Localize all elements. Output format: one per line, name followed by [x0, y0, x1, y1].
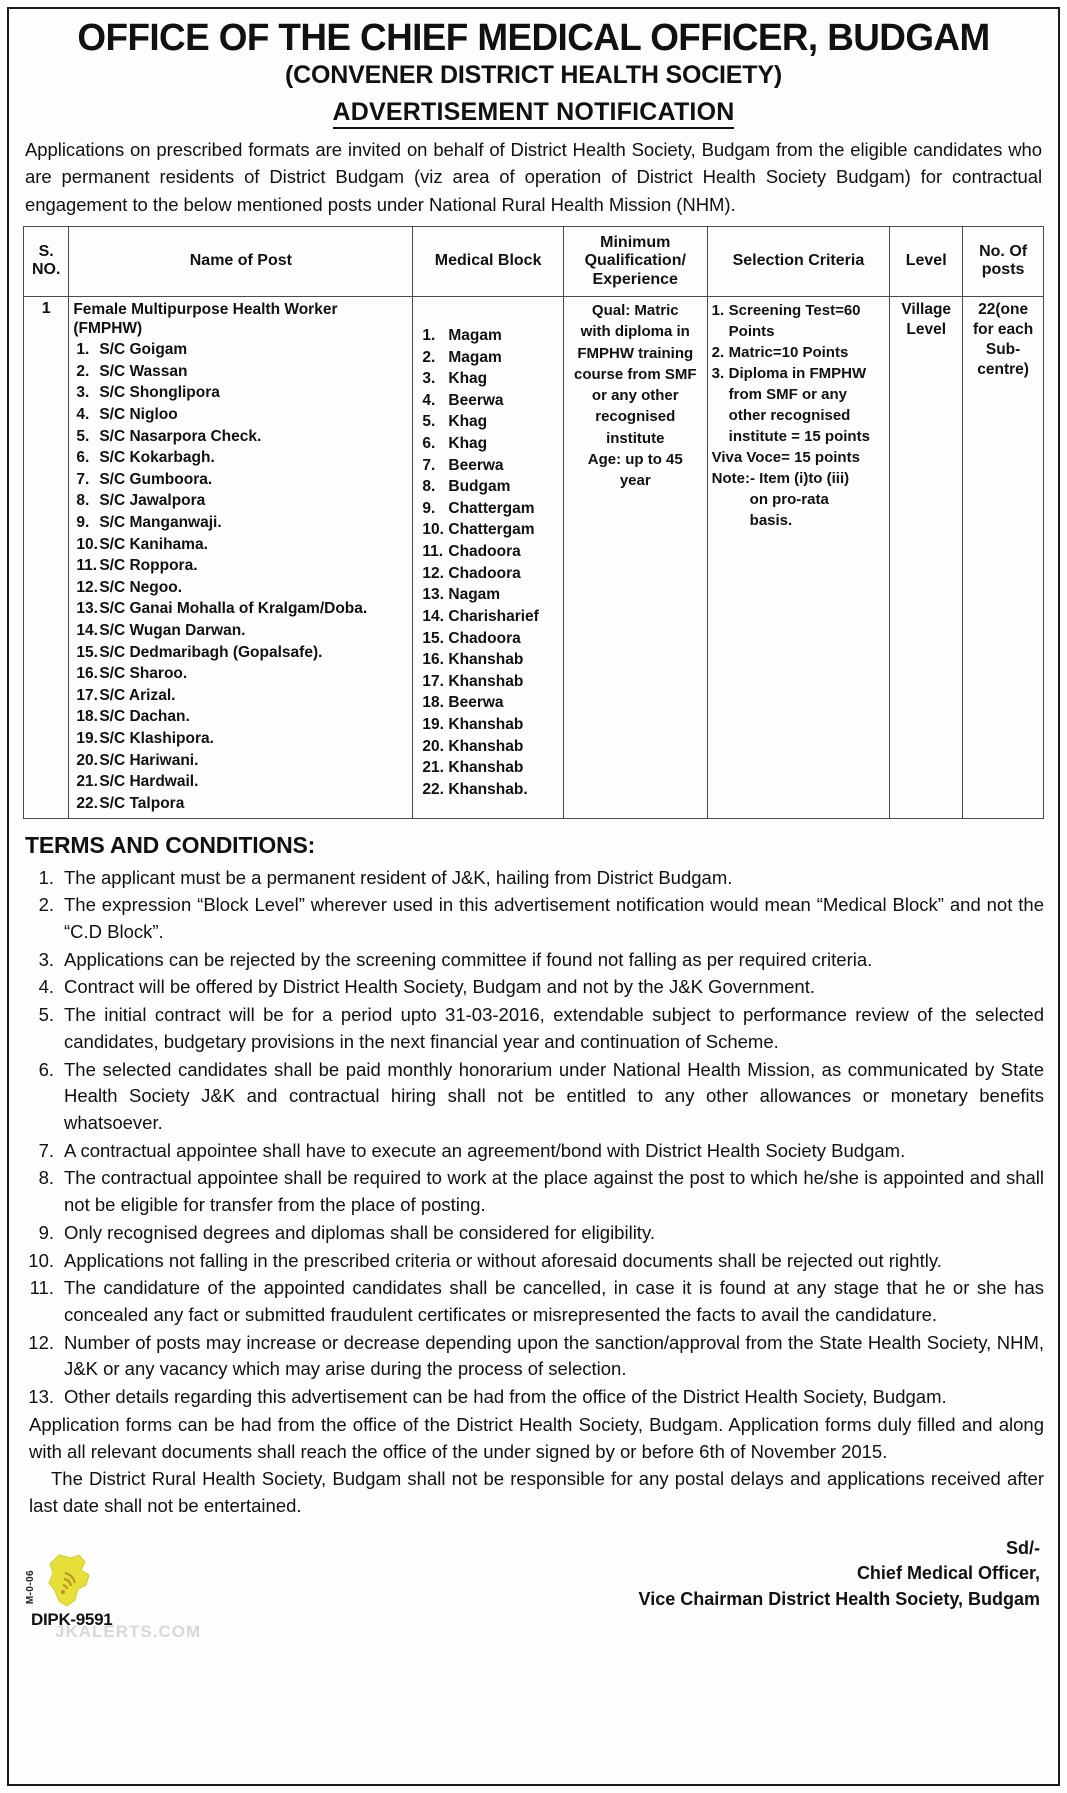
posts-table: [23, 226, 1044, 819]
list-item-number: 6.: [76, 449, 90, 467]
col-header-qual-l3: Experience: [592, 270, 678, 288]
list-item-label: Khanshab: [448, 672, 524, 690]
list-item: [73, 598, 408, 620]
list-item-number: 17.: [422, 672, 444, 690]
list-item-number: 8.: [76, 492, 90, 510]
qualification-line: or any other: [591, 387, 679, 405]
list-item: [73, 512, 408, 534]
terms-item-number: 2.: [38, 894, 54, 916]
list-item-number: 3.: [711, 364, 725, 382]
qualification-line: year: [619, 472, 651, 490]
list-item-label: Khanshab: [448, 759, 524, 777]
list-item-number: 16.: [76, 665, 98, 683]
terms-item-text: The initial contract will be for a period upto 31-03-2016, extendable subject to performance review of the selected candidates, budgetary provisions in the next financial year and continuation of Scheme.: [64, 1004, 1044, 1052]
list-item: [417, 411, 558, 433]
cell-serial: 1: [24, 296, 69, 818]
list-item-number: 6.: [422, 435, 436, 453]
list-item: [417, 628, 558, 650]
terms-item-number: 13.: [28, 1386, 54, 1408]
post-subcentre-list: [73, 339, 408, 814]
qualification-line: institute: [606, 429, 665, 447]
list-item-label: S/C Arizal.: [99, 686, 176, 704]
list-item-number: 20.: [76, 751, 98, 769]
list-item-label: S/C Klashipora.: [99, 730, 214, 748]
post-title: Female Multipurpose Health Worker (FMPHW): [73, 300, 338, 338]
list-item-label: S/C Hardwail.: [99, 773, 199, 791]
list-item: [417, 368, 558, 390]
list-item-label: Screening Test=60 Points: [728, 301, 861, 340]
dipk-code: DIPK-9591: [31, 1609, 113, 1629]
terms-item-text: A contractual appointee shall have to execute an agreement/bond with District Health Society Budgam.: [64, 1139, 906, 1161]
qualification-line: Qual: Matric: [591, 301, 679, 319]
office-subtitle: (CONVENER DISTRICT HEALTH SOCIETY): [285, 60, 782, 89]
notification-title: [23, 98, 1044, 127]
list-item: [73, 534, 408, 556]
list-item-label: Charisharief: [448, 607, 539, 625]
list-item-number: 21.: [422, 759, 444, 777]
list-item: [712, 363, 886, 447]
col-header-posts: [963, 226, 1044, 296]
list-item-number: 14.: [422, 607, 444, 625]
list-item-label: S/C Manganwaji.: [99, 513, 222, 531]
list-item: [73, 426, 408, 448]
terms-item-number: 4.: [38, 976, 54, 998]
list-item-label: Khanshab.: [448, 780, 528, 798]
list-item-label: S/C Nigloo: [99, 405, 178, 423]
list-item-label: S/C Wugan Darwan.: [99, 622, 246, 640]
cell-no-of-posts: 22(one for each Sub-centre): [963, 296, 1044, 818]
list-item-label: Chadoora: [448, 564, 521, 582]
list-item: [417, 325, 558, 347]
terms-item: [23, 974, 1044, 1001]
list-item-number: 10.: [76, 535, 98, 553]
list-item-number: 5.: [76, 427, 90, 445]
list-item-label: S/C Dedmaribagh (Gopalsafe).: [99, 643, 323, 661]
col-header-posts-l2: posts: [981, 261, 1025, 279]
terms-item-text: The applicant must be a permanent resident of J&K, hailing from District Budgam.: [64, 866, 733, 888]
list-item: [417, 736, 558, 758]
list-item: [73, 555, 408, 577]
list-item-number: 18.: [422, 694, 444, 712]
list-item: [73, 793, 408, 815]
list-item-label: Magam: [448, 326, 502, 344]
list-item-number: 11.: [76, 557, 98, 575]
list-item: [417, 671, 558, 693]
list-item-label: S/C Nasarpora Check.: [99, 427, 262, 445]
list-item-number: 3.: [422, 370, 436, 388]
list-item-label: S/C Negoo.: [99, 578, 183, 596]
terms-item-text: Number of posts may increase or decrease depending upon the sanction/approval from the State Health Society, NHM, J&K or any vacancy which may arise during the process of selection.: [64, 1331, 1044, 1380]
col-header-selection: Selection Criteria: [707, 226, 890, 296]
terms-item-text: Other details regarding this advertisement can be had from the office of the District Health Society, Budgam.: [64, 1386, 947, 1408]
terms-item: [23, 1275, 1044, 1328]
cell-medical-block: [413, 296, 563, 818]
list-item: [73, 447, 408, 469]
col-header-posts-l1: No. Of: [979, 243, 1028, 260]
list-item-label: Khag: [448, 413, 488, 431]
list-item: [712, 300, 886, 342]
list-item: [73, 685, 408, 707]
list-item-label: S/C Shonglipora: [99, 384, 220, 402]
list-item-number: 19.: [422, 715, 444, 733]
medical-block-list: [417, 300, 558, 800]
list-item: [417, 433, 558, 455]
terms-item: [23, 1002, 1044, 1055]
watermark: JKALERTS.COM: [55, 1621, 202, 1641]
list-item-number: 1.: [76, 341, 90, 359]
terms-item: [23, 1165, 1044, 1218]
col-header-post: Name of Post: [69, 226, 413, 296]
list-item-label: Chattergam: [448, 499, 535, 517]
jk-map-logo-icon: [45, 1553, 97, 1609]
list-item-label: S/C Ganai Mohalla of Kralgam/Doba.: [99, 600, 368, 618]
list-item-label: Budgam: [448, 478, 511, 496]
list-item: [73, 339, 408, 361]
selection-extra: [712, 447, 886, 531]
list-item: [417, 584, 558, 606]
list-item-label: S/C Jawalpora: [99, 492, 206, 510]
list-item-number: 8.: [422, 478, 436, 496]
terms-item-number: 7.: [38, 1139, 54, 1161]
list-item: [417, 347, 558, 369]
list-item: [417, 390, 558, 412]
list-item-label: Beerwa: [448, 694, 504, 712]
terms-item: [23, 1057, 1044, 1137]
terms-item-number: 10.: [28, 1249, 54, 1271]
list-item-number: 15.: [422, 629, 444, 647]
qualification-line: Age: up to 45: [587, 451, 683, 469]
list-item-number: 14.: [76, 622, 98, 640]
list-item-label: S/C Roppora.: [99, 557, 198, 575]
list-item-label: Khanshab: [448, 715, 524, 733]
list-item: [73, 490, 408, 512]
list-item: [417, 692, 558, 714]
qualification-lines: [568, 300, 703, 492]
list-item-number: 11.: [422, 543, 444, 561]
list-item: [73, 642, 408, 664]
list-item-number: 2.: [422, 348, 436, 366]
list-item-number: 22.: [76, 794, 98, 812]
col-header-qualification: [563, 226, 707, 296]
list-item-number: 1.: [422, 326, 436, 344]
terms-item: [23, 892, 1044, 945]
list-item-label: S/C Kanihama.: [99, 535, 208, 553]
col-header-qual-l2: Qualification/: [584, 252, 686, 270]
office-title: OFFICE OF THE CHIEF MEDICAL OFFICER, BUDGAM: [77, 17, 990, 59]
list-item: [417, 541, 558, 563]
list-item: [73, 469, 408, 491]
col-header-qual-l1: Minimum: [600, 233, 671, 251]
table-header-row: [24, 226, 1044, 296]
col-header-serial: [24, 226, 69, 296]
terms-item-number: 8.: [38, 1167, 54, 1189]
list-item-label: Beerwa: [448, 456, 504, 474]
list-item-label: S/C Goigam: [99, 341, 188, 359]
closing-paragraph-1: Application forms can be had from the office of the District Health Society, Budgam. Application forms duly filled and along with all relevant documents shall reach the office of the under signed by or before 6th of November 2015.: [29, 1413, 1044, 1462]
signature-designation-2: Vice Chairman District Health Society, Budgam: [638, 1588, 1040, 1609]
cell-post: [69, 296, 413, 818]
terms-item-number: 5.: [38, 1004, 54, 1026]
list-item-number: 18.: [76, 708, 98, 726]
terms-item-number: 12.: [28, 1331, 54, 1353]
list-item-number: 7.: [422, 456, 436, 474]
notification-title-text: ADVERTISEMENT NOTIFICATION: [333, 98, 735, 129]
list-item-label: Diploma in FMPHW from SMF or any other recognised institute = 15 points: [728, 364, 870, 445]
terms-item: [23, 1330, 1044, 1383]
list-item: [712, 342, 886, 363]
list-item-number: 15.: [76, 643, 98, 661]
list-item: [417, 757, 558, 779]
terms-item-text: The contractual appointee shall be required to work at the place against the post to which he/she is appointed and shall not be eligible for transfer from the place of posting.: [64, 1167, 1044, 1216]
list-item-number: 16.: [422, 651, 444, 669]
list-item: [73, 771, 408, 793]
list-item: [73, 382, 408, 404]
terms-item-number: 3.: [38, 948, 54, 970]
terms-item-text: Applications not falling in the prescribed criteria or without aforesaid documents shall be rejected out rightly.: [64, 1249, 942, 1271]
list-item-label: S/C Gumboora.: [99, 470, 213, 488]
list-item-label: S/C Sharoo.: [99, 665, 188, 683]
list-item-label: Khanshab: [448, 737, 524, 755]
list-item: [73, 620, 408, 642]
list-item: [73, 404, 408, 426]
col-header-level: Level: [890, 226, 963, 296]
list-item-label: S/C Talpora: [99, 794, 185, 812]
selection-note: Note:- Item (i)to (iii): [711, 469, 850, 487]
list-item-number: 10.: [422, 521, 444, 539]
cell-level: Village Level: [890, 296, 963, 818]
list-item: [417, 714, 558, 736]
list-item-label: Beerwa: [448, 391, 504, 409]
footer: [23, 1536, 1044, 1641]
list-item-label: Khag: [448, 435, 488, 453]
signature-sd: Sd/-: [1006, 1537, 1040, 1558]
list-item: [417, 455, 558, 477]
selection-note-cont: on pro-rata: [749, 490, 829, 508]
col-header-block: Medical Block: [413, 226, 563, 296]
qualification-line: with diploma in: [580, 323, 690, 341]
list-item: [73, 706, 408, 728]
list-item-label: Khag: [448, 370, 488, 388]
selection-viva: Viva Voce= 15 points: [711, 448, 860, 466]
list-item-number: 9.: [422, 499, 436, 517]
intro-paragraph: Applications on prescribed formats are invited on behalf of District Health Society, Budgam from the eligible candidates who are permanent residents of District Budgam (viz area of operation of District Health Society Budgam) for contractual engagement to the below mentioned posts under National Rural Health Mission (NHM).: [25, 139, 1042, 215]
list-item-number: 13.: [422, 586, 444, 604]
list-item: [73, 361, 408, 383]
terms-item-text: Only recognised degrees and diplomas shall be considered for eligibility.: [64, 1221, 655, 1243]
table-row: [24, 296, 1044, 818]
list-item-label: Chadoora: [448, 543, 521, 561]
cell-qualification: [563, 296, 707, 818]
list-item-number: 7.: [76, 470, 90, 488]
list-item: [73, 577, 408, 599]
list-item-number: 9.: [76, 513, 90, 531]
terms-item-number: 6.: [38, 1058, 54, 1080]
terms-item-text: Applications can be rejected by the screening committee if found not falling as per required criteria.: [64, 948, 873, 970]
side-code: M-0-06: [25, 1569, 36, 1604]
list-item-number: 1.: [711, 301, 725, 319]
list-item: [417, 606, 558, 628]
list-item: [73, 750, 408, 772]
list-item-label: S/C Wassan: [99, 362, 188, 380]
list-item: [73, 663, 408, 685]
list-item: [73, 728, 408, 750]
list-item-number: 12.: [422, 564, 444, 582]
qualification-line: course from SMF: [573, 365, 697, 383]
terms-item-number: 9.: [38, 1221, 54, 1243]
list-item-number: 21.: [76, 773, 98, 791]
list-item-number: 19.: [76, 730, 98, 748]
selection-criteria-list: [712, 300, 886, 447]
list-item: [417, 519, 558, 541]
list-item-label: Chadoora: [448, 629, 521, 647]
list-item-number: 2.: [76, 362, 90, 380]
closing-paragraph-2: The District Rural Health Society, Budgam shall not be responsible for any postal delays and applications received after last date shall not be entertained.: [29, 1468, 1044, 1517]
col-header-serial-l2: NO.: [31, 261, 61, 279]
terms-item-text: Contract will be offered by District Health Society, Budgam and not by the J&K Government.: [64, 976, 815, 998]
list-item-number: 13.: [76, 600, 98, 618]
list-item: [417, 649, 558, 671]
list-item-label: S/C Dachan.: [99, 708, 190, 726]
list-item: [417, 563, 558, 585]
terms-item-text: The expression “Block Level” wherever used in this advertisement notification would mean “Medical Block” and not the “C.D Block”.: [64, 894, 1044, 942]
list-item: [417, 498, 558, 520]
terms-item: [23, 947, 1044, 974]
list-item-label: Magam: [448, 348, 502, 366]
list-item-number: 17.: [76, 686, 98, 704]
list-item-number: 3.: [76, 384, 90, 402]
terms-item: [23, 865, 1044, 892]
selection-note-cont2: basis.: [749, 511, 793, 529]
terms-list: [23, 865, 1044, 1411]
terms-item: [23, 1384, 1044, 1411]
list-item-label: Nagam: [448, 586, 501, 604]
list-item: [417, 476, 558, 498]
terms-item-text: The selected candidates shall be paid monthly honorarium under National Health Mission, as communicated by State Health Society J&K and contractual hiring shall not be entitled to any other allowances or monetary benefits whatsoever.: [64, 1058, 1044, 1133]
list-item-label: S/C Hariwani.: [99, 751, 199, 769]
list-item-number: 22.: [422, 780, 444, 798]
list-item-label: Chattergam: [448, 521, 535, 539]
list-item-number: 5.: [422, 413, 436, 431]
page-border-frame: [7, 7, 1060, 1786]
terms-item: [23, 1248, 1044, 1275]
qualification-line: FMPHW training: [577, 344, 694, 362]
terms-heading: TERMS AND CONDITIONS:: [25, 831, 316, 858]
list-item-number: 4.: [76, 405, 90, 423]
terms-item: [23, 1138, 1044, 1165]
signature-designation-1: Chief Medical Officer,: [856, 1563, 1040, 1584]
list-item-number: 20.: [422, 737, 444, 755]
terms-item-number: 11.: [29, 1277, 54, 1299]
list-item-label: S/C Kokarbagh.: [99, 449, 215, 467]
col-header-serial-l1: S.: [38, 243, 54, 260]
list-item-label: Matric=10 Points: [728, 343, 849, 361]
cell-selection-criteria: [707, 296, 890, 818]
list-item-number: 12.: [76, 578, 98, 596]
terms-item: [23, 1220, 1044, 1247]
list-item-number: 4.: [422, 391, 436, 409]
list-item-label: Khanshab: [448, 651, 524, 669]
terms-item-number: 1.: [38, 866, 54, 888]
qualification-line: recognised: [595, 408, 676, 426]
terms-item-text: The candidature of the appointed candidates shall be cancelled, in case it is found at any stage that he or she has concealed any fact or submitted fraudulent certificates or misrepresented the facts to avail the candidature.: [64, 1277, 1044, 1326]
list-item: [417, 779, 558, 801]
list-item-number: 2.: [711, 343, 725, 361]
logo-area: [25, 1553, 255, 1641]
